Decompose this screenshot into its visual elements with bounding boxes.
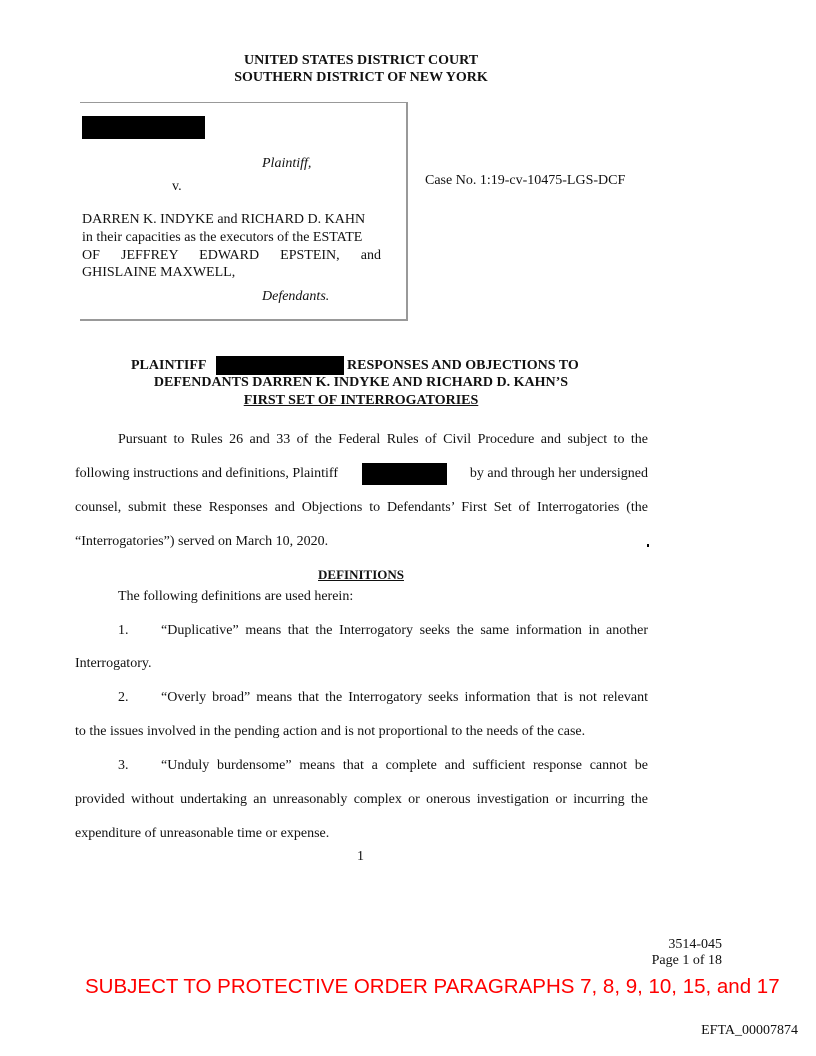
intro-line: counsel, submit these Responses and Objections to Defendants’ First Set of Interrogatories (the: [75, 500, 648, 515]
definition-text: Interrogatory.: [75, 656, 152, 671]
page-of: Page 1 of 18: [651, 953, 722, 968]
stray-mark: [647, 544, 649, 547]
defendants-line: in their capacities as the executors of the ESTATE: [82, 230, 363, 245]
bates-number: EFTA_00007874: [701, 1023, 798, 1038]
definition-text: “Overly broad” means that the Interrogatory seeks information that is not relevant: [161, 690, 648, 705]
intro-line: by and through her undersigned: [469, 466, 648, 481]
protective-order-notice: SUBJECT TO PROTECTIVE ORDER PARAGRAPHS 7, 8, 9, 10, 15, and 17: [85, 975, 780, 998]
redaction-title-name: [216, 356, 344, 375]
intro-line: following instructions and definitions, Plaintiff: [75, 466, 338, 481]
title-line-2: DEFENDANTS DARREN K. INDYKE AND RICHARD D. KAHN’S: [153, 375, 569, 390]
intro-line: Pursuant to Rules 26 and 33 of the Federal Rules of Civil Procedure and subject to the: [118, 432, 648, 447]
definition-text: “Duplicative” means that the Interrogatory seeks the same information in another: [161, 623, 648, 638]
redaction-plaintiff-name: [82, 116, 205, 139]
defendants-line: OF JEFFREY EDWARD EPSTEIN, and: [82, 248, 381, 263]
definition-number: 3.: [118, 758, 129, 773]
court-name: UNITED STATES DISTRICT COURT: [243, 53, 479, 68]
intro-line: “Interrogatories”) served on March 10, 2020.: [75, 534, 329, 549]
page-number: 1: [357, 849, 364, 864]
defendants-line: DARREN K. INDYKE and RICHARD D. KAHN: [82, 212, 366, 227]
title-suffix: RESPONSES AND OBJECTIONS TO: [347, 358, 579, 373]
doc-code: 3514-045: [668, 937, 722, 952]
definitions-lead: The following definitions are used herein:: [118, 589, 354, 604]
definitions-heading: DEFINITIONS: [318, 567, 404, 582]
title-prefix: PLAINTIFF: [131, 358, 207, 373]
plaintiff-label: Plaintiff,: [262, 156, 312, 171]
definition-text: to the issues involved in the pending action and is not proportional to the needs of the case.: [75, 724, 586, 739]
defendants-line: GHISLAINE MAXWELL,: [82, 265, 236, 280]
definition-text: provided without undertaking an unreasonably complex or onerous investigation or incurring the: [75, 792, 648, 807]
versus: v.: [172, 179, 182, 194]
definition-number: 1.: [118, 623, 129, 638]
defendants-label: Defendants.: [262, 289, 330, 304]
definition-text: “Unduly burdensome” means that a complete and sufficient response cannot be: [161, 758, 648, 773]
case-number: Case No. 1:19-cv-10475-LGS-DCF: [425, 173, 626, 188]
court-district: SOUTHERN DISTRICT OF NEW YORK: [234, 70, 488, 85]
title-line-3: FIRST SET OF INTERROGATORIES: [243, 393, 479, 408]
definition-text: expenditure of unreasonable time or expense.: [75, 826, 330, 841]
definition-number: 2.: [118, 690, 129, 705]
redaction-intro-name: [362, 463, 447, 485]
